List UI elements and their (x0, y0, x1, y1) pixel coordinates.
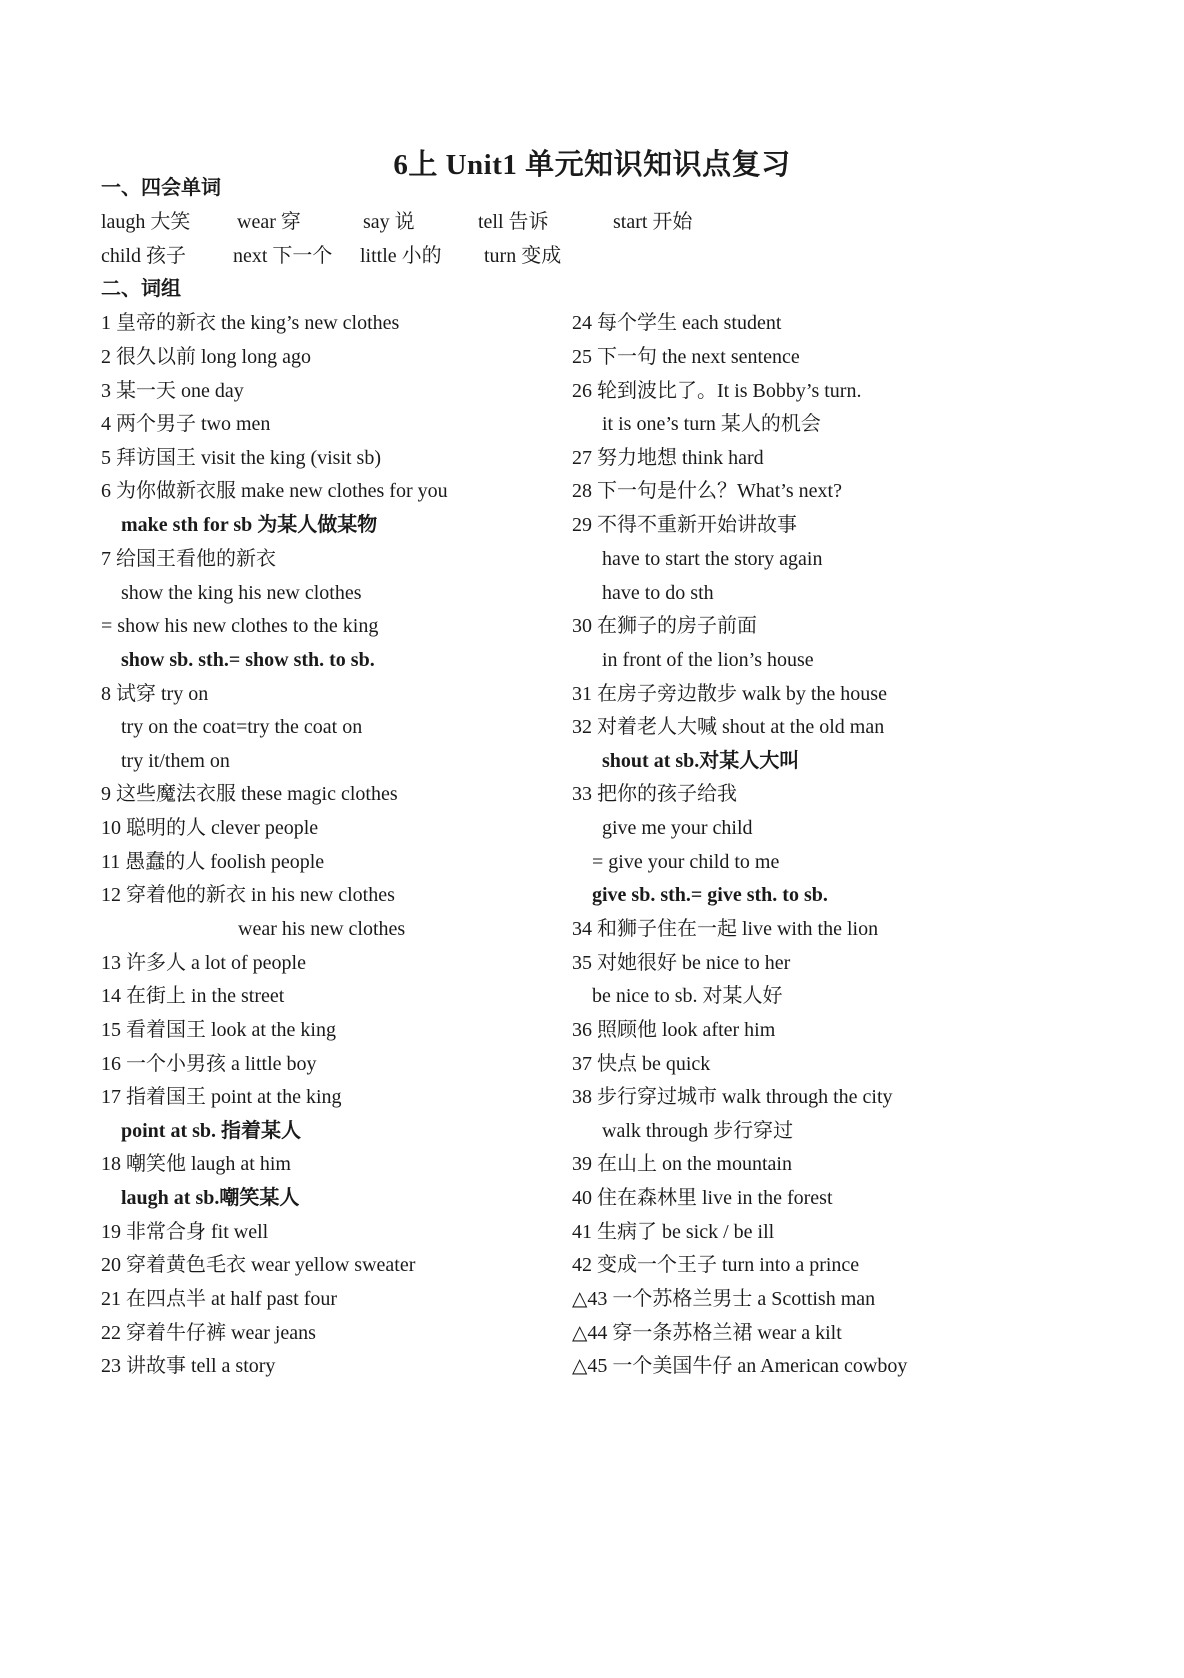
word-item: wear 穿 (237, 211, 301, 233)
phrase-item: 38 步行穿过城市 walk through the city (572, 1086, 893, 1108)
phrase-item: 27 努力地想 think hard (572, 447, 764, 469)
word-item: laugh 大笑 (101, 211, 191, 233)
word-item: start 开始 (613, 211, 693, 233)
phrase-item: 34 和狮子住在一起 live with the lion (572, 918, 879, 940)
page-title: 6上 Unit1 单元知识知识点复习 (393, 149, 791, 181)
phrase-item: 21 在四点半 at half past four (101, 1288, 338, 1310)
phrase-item: 1 皇帝的新衣 the king’s new clothes (101, 312, 400, 334)
phrase-item: 41 生病了 be sick / be ill (572, 1221, 775, 1243)
phrase-item: 19 非常合身 fit well (101, 1221, 269, 1243)
phrase-note: shout at sb.对某人大叫 (602, 750, 800, 772)
phrase-item: 13 许多人 a lot of people (101, 952, 306, 974)
phrase-item: 31 在房子旁边散步 walk by the house (572, 683, 887, 705)
phrase-item: show the king his new clothes (121, 582, 362, 604)
phrase-item: 36 照顾他 look after him (572, 1019, 776, 1041)
phrase-item: 20 穿着黄色毛衣 wear yellow sweater (101, 1254, 416, 1276)
word-item: tell 告诉 (478, 211, 549, 233)
phrase-item: △43 一个苏格兰男士 a Scottish man (572, 1288, 876, 1310)
phrase-item: try it/them on (121, 750, 230, 772)
phrase-item: 28 下一句是什么？What’s next? (572, 480, 842, 502)
phrase-item: 5 拜访国王 visit the king (visit sb) (101, 447, 381, 469)
phrase-item: be nice to sb. 对某人好 (592, 985, 783, 1007)
phrase-item: 8 试穿 try on (101, 683, 209, 705)
phrase-item: 18 嘲笑他 laugh at him (101, 1153, 291, 1175)
phrase-item: 29 不得不重新开始讲故事 (572, 514, 797, 536)
phrase-item: 33 把你的孩子给我 (572, 783, 737, 805)
phrase-note: make sth for sb 为某人做某物 (121, 514, 378, 536)
phrase-item: 37 快点 be quick (572, 1053, 711, 1075)
phrase-item: 9 这些魔法衣服 these magic clothes (101, 783, 398, 805)
phrase-note: laugh at sb.嘲笑某人 (121, 1187, 300, 1209)
word-item: little 小的 (360, 245, 442, 267)
phrase-item: it is one’s turn 某人的机会 (602, 413, 821, 435)
phrase-item: 16 一个小男孩 a little boy (101, 1053, 317, 1075)
phrase-item: 40 住在森林里 live in the forest (572, 1187, 833, 1209)
phrase-item: 35 对她很好 be nice to her (572, 952, 791, 974)
phrase-item: 32 对着老人大喊 shout at the old man (572, 716, 885, 738)
phrase-item: 3 某一天 one day (101, 380, 244, 402)
phrase-item: 17 指着国王 point at the king (101, 1086, 342, 1108)
phrase-item: 30 在狮子的房子前面 (572, 615, 757, 637)
phrase-note: show sb. sth.= show sth. to sb. (121, 649, 375, 671)
phrase-item: give me your child (602, 817, 753, 839)
word-item: child 孩子 (101, 245, 186, 267)
phrase-item: 23 讲故事 tell a story (101, 1355, 276, 1377)
phrase-item: △45 一个美国牛仔 an American cowboy (572, 1355, 908, 1377)
phrase-item: 7 给国王看他的新衣 (101, 548, 276, 570)
phrase-item: 15 看着国王 look at the king (101, 1019, 336, 1041)
phrase-item: 39 在山上 on the mountain (572, 1153, 792, 1175)
phrase-item: have to do sth (602, 582, 714, 604)
phrase-item: in front of the lion’s house (602, 649, 814, 671)
phrase-item: 11 愚蠢的人 foolish people (101, 851, 325, 873)
phrase-note: give sb. sth.= give sth. to sb. (592, 884, 828, 906)
word-item: turn 变成 (484, 245, 562, 267)
phrase-item: 4 两个男子 two men (101, 413, 271, 435)
phrase-item: try on the coat=try the coat on (121, 716, 363, 738)
phrase-item: = give your child to me (592, 851, 780, 873)
phrase-item: 2 很久以前 long long ago (101, 346, 311, 368)
phrase-item: wear his new clothes (238, 918, 406, 940)
phrase-item: 14 在街上 in the street (101, 985, 285, 1007)
phrase-item: 25 下一句 the next sentence (572, 346, 800, 368)
word-item: next 下一个 (233, 245, 333, 267)
phrase-item: 12 穿着他的新衣 in his new clothes (101, 884, 395, 906)
section-heading-phrases: 二、词组 (101, 278, 181, 300)
phrase-item: walk through 步行穿过 (602, 1120, 794, 1142)
section-heading-words: 一、四会单词 (101, 177, 221, 199)
phrase-item: = show his new clothes to the king (101, 615, 379, 637)
phrase-note: point at sb. 指着某人 (121, 1120, 302, 1142)
phrase-item: 24 每个学生 each student (572, 312, 782, 334)
phrase-item: △44 穿一条苏格兰裙 wear a kilt (572, 1322, 842, 1344)
phrase-item: 22 穿着牛仔裤 wear jeans (101, 1322, 316, 1344)
phrase-item: 6 为你做新衣服 make new clothes for you (101, 480, 448, 502)
phrase-item: have to start the story again (602, 548, 823, 570)
phrase-item: 10 聪明的人 clever people (101, 817, 319, 839)
phrase-item: 42 变成一个王子 turn into a prince (572, 1254, 860, 1276)
word-item: say 说 (363, 211, 415, 233)
phrase-item: 26 轮到波比了。It is Bobby’s turn. (572, 380, 862, 402)
